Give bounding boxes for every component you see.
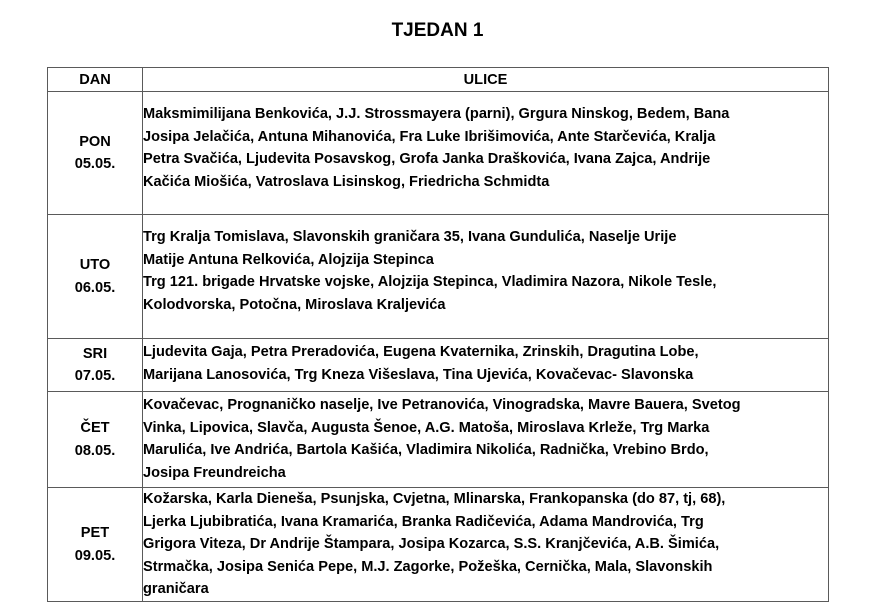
day-cell [48, 488, 143, 602]
streets-line: Marulića, Ive Andrića, Bartola Kašića, Vladimira Nikolića, Radnička, Vrebino Brdo, [143, 442, 709, 458]
day-cell [48, 392, 143, 488]
day-name: ČET [80, 420, 110, 436]
table-row [48, 339, 829, 392]
streets-line: Josipa Freundreicha [143, 464, 286, 481]
schedule-table [47, 67, 829, 602]
day-date: 05.05. [74, 156, 116, 172]
streets-line: graničara [143, 581, 209, 597]
streets-line: Ljerka Ljubibratića, Ivana Kramarića, Branka Radičevića, Adama Mandrovića, Trg [143, 513, 704, 530]
day-cell [48, 92, 143, 215]
day-date: 06.05. [74, 279, 116, 296]
streets-line: Petra Svačića, Ljudevita Posavskog, Grofa Janka Draškovića, Ivana Zajca, Andrije [143, 151, 711, 167]
streets-cell [143, 392, 829, 488]
streets-cell [143, 92, 829, 215]
streets-cell [143, 215, 829, 339]
streets-line: Maksmimilijana Benkovića, J.J. Strossmayera (parni), Grgura Ninskog, Bedem, Bana [143, 106, 730, 122]
streets-line: Vinka, Lipovica, Slavča, Augusta Šenoe, A.G. Matoša, Miroslava Krleže, Trg Marka [143, 419, 710, 436]
day-name: PON [79, 133, 111, 150]
day-cell [48, 339, 143, 392]
streets-cell [143, 488, 829, 602]
table-header-row [48, 68, 829, 92]
streets-line: Kovačevac, Prognaničko naselje, Ive Petranovića, Vinogradska, Mavre Bauera, Svetog [143, 397, 741, 413]
streets-line: Strmačka, Josipa Senića Pepe, M.J. Zagorke, Požeška, Cernička, Mala, Slavonskih [143, 558, 713, 575]
streets-line: Kožarska, Karla Dieneša, Psunjska, Cvjetna, Mlinarska, Frankopanska (do 87, tj, 68), [143, 491, 726, 507]
table-row [48, 488, 829, 602]
streets-cell [143, 339, 829, 392]
streets-line: Ljudevita Gaja, Petra Preradovića, Eugena Kvaternika, Zrinskih, Dragutina Lobe, [143, 344, 699, 360]
streets-line: Marijana Lanosovića, Trg Kneza Višeslava, Tina Ujevića, Kovačevac- Slavonska [143, 366, 694, 383]
table-row [48, 215, 829, 339]
day-name: UTO [79, 257, 111, 273]
day-cell [48, 215, 143, 339]
table-row [48, 92, 829, 215]
day-date: 08.05. [74, 442, 116, 459]
streets-line: Grigora Viteza, Dr Andrije Štampara, Josipa Kozarca, S.S. Kranjčevića, A.B. Šimića, [143, 536, 720, 552]
streets-line: Kačića Miošića, Vatroslava Lisinskog, Friedricha Schmidta [143, 173, 550, 190]
streets-line: Trg Kralja Tomislava, Slavonskih graničara 35, Ivana Gundulića, Naselje Urije [143, 229, 677, 245]
streets-line: Trg 121. brigade Hrvatske vojske, Alojzija Stepinca, Vladimira Nazora, Nikole Tesle, [143, 274, 717, 290]
streets-line: Josipa Jelačića, Antuna Mihanovića, Fra Luke Ibrišimovića, Ante Starčevića, Kralja [143, 128, 716, 145]
streets-line: Kolodvorska, Potočna, Miroslava Kraljevića [143, 296, 446, 313]
day-column-header: DAN [48, 68, 143, 92]
day-date: 09.05. [74, 547, 116, 564]
day-name: SRI [82, 345, 108, 362]
streets-line: Matije Antuna Relkovića, Alojzija Stepinca [143, 251, 434, 268]
day-date: 07.05. [74, 368, 116, 384]
streets-column-header: ULICE [143, 68, 829, 92]
day-name: PET [80, 525, 110, 541]
table-row [48, 392, 829, 488]
page-title: TJEDAN 1 [391, 20, 484, 41]
